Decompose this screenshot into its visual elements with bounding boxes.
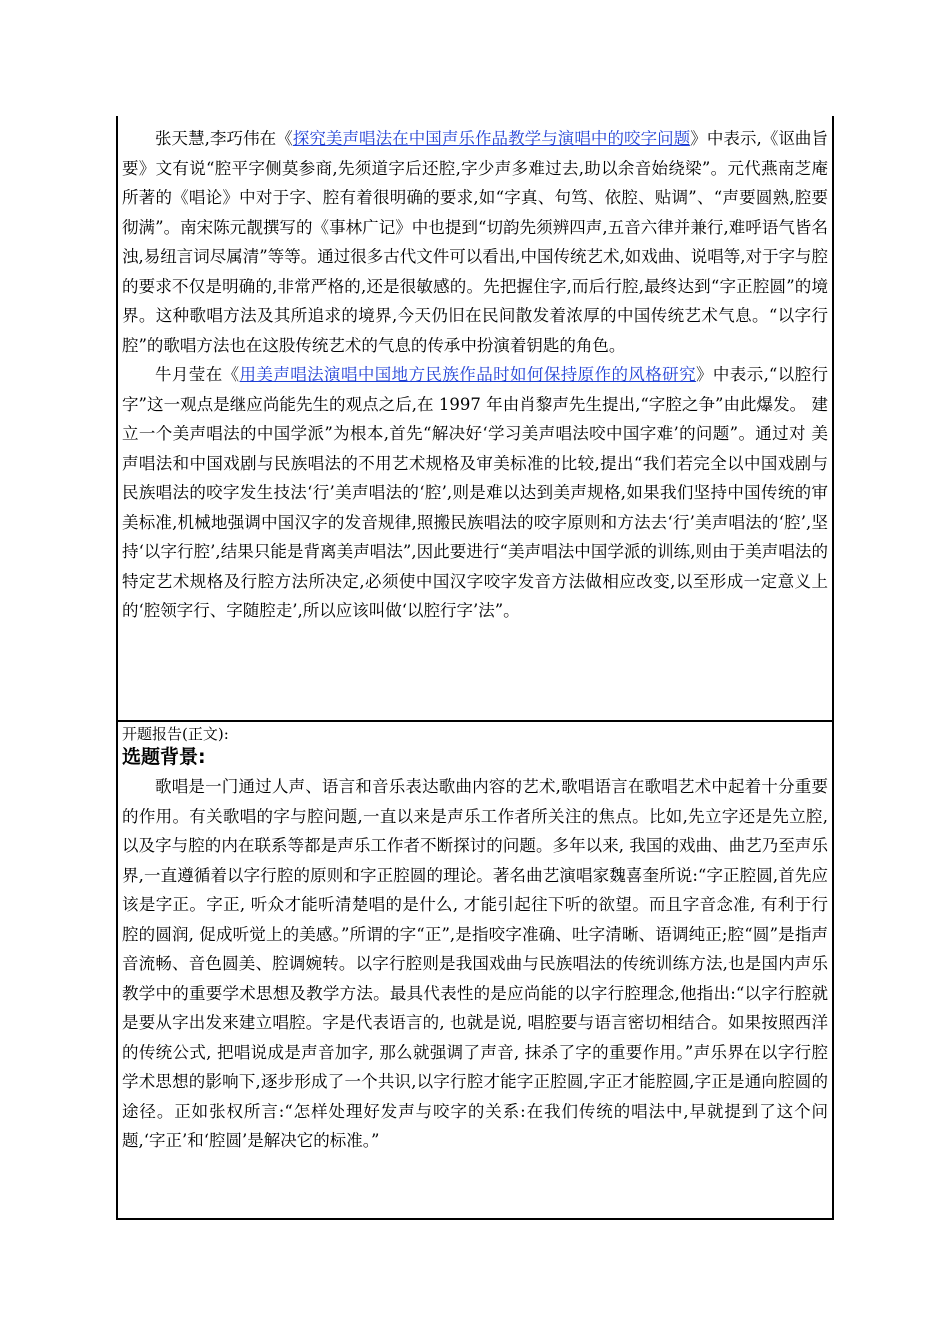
literature-review-cell — [118, 116, 832, 722]
p1-prefix: 张天慧,李巧伟在《 — [155, 129, 293, 148]
reference-link-2[interactable]: 用美声唱法演唱中国地方民族作品时如何保持原作的风格研究 — [239, 365, 696, 384]
p1-body: 》中表示,《讴曲旨要》文有说“腔平字侧莫参商,先须道字后还腔,字少声多难过去,助以余音始绕梁”。元代燕南芝庵所著的《唱论》中对于字、腔有着很明确的要求,如“字真、句笃、依腔、贴调”、“声要圆熟,腔要彻满”。南宋陈元靓撰写的《事林广记》中也提到“切韵先须辨四声,五音六律并兼行,难呼语气皆名浊,易纽言词尽属清”等等。通过很多古代文件可以看出,中国传统艺术,如戏曲、说唱等,对于字与腔的要求不仅是明确的,非常严格的,还是很敏感的。先把握住字,而后行腔,最终达到“字正腔圆”的境界。这种歌唱方法及其所追求的境界,今天仍旧在民间散发着浓厚的中国传统艺术气息。“以字行腔”的歌唱方法也在这股传统艺术的气息的传承中扮演着钥匙的角色。 — [122, 129, 828, 355]
p2-prefix: 牛月莹在《 — [155, 365, 240, 384]
literature-paragraph-2 — [122, 360, 828, 626]
report-label: 开题报告(正文): — [122, 725, 229, 743]
section-heading-background: 选题背景: — [122, 746, 206, 768]
p2-body: 》中表示,“以腔行字”这一观点是继应尚能先生的观点之后,在 1997 年由肖黎声先生提出,“字腔之争”由此爆发。 建立一个美声唱法的中国学派”为根本,首先“解决好‘学习美声唱法咬中国字难’的问题”。通过对 美声唱法和中国戏剧与民族唱法的不用艺术规格及审美标准的比较,提出“我们若完全以中国戏剧与民族唱法的咬字发生技法‘行’美声唱法的‘腔’,则是难以达到美声规格,如果我们坚持中国传统的审美标准,机械地强调中国汉字的发音规律,照搬民族唱法的咬字原则和方法去‘行’美声唱法的‘腔’,坚持‘以字行腔’,结果只能是背离美声唱法”,因此要进行“美声唱法中国学派的训练,则由于美声唱法的特定艺术规格及行腔方法所决定,必须使中国汉字咬字发音方法做相应改变,以至形成一定意义上的‘腔领字行、字随腔走’,所以应该叫做‘以腔行字’法”。 — [122, 365, 829, 620]
literature-paragraph-1 — [122, 124, 828, 360]
report-body-cell — [118, 722, 832, 1218]
reference-link-1[interactable]: 探究美声唱法在中国声乐作品教学与演唱中的咬字问题 — [292, 129, 691, 148]
document-table — [116, 116, 834, 1220]
background-paragraph: 歌唱是一门通过人声、语言和音乐表达歌曲内容的艺术,歌唱语言在歌唱艺术中起着十分重要的作用。有关歌唱的字与腔问题,一直以来是声乐工作者所关注的焦点。比如,先立字还是先立腔,以及字与腔的内在联系等都是声乐工作者不断探讨的问题。多年以来, 我国的戏曲、曲艺乃至声乐界,一直遵循着以字行腔的原则和字正腔圆的理论。著名曲艺演唱家魏喜奎所说:“字正腔圆,首先应该是字正。字正, 听众才能听清楚唱的是什么, 才能引起往下听的欲望。而且字音念准, 有利于行腔的圆润, 促成听觉上的美感。”所谓的字“正”,是指咬字准确、吐字清晰、语调纯正;腔“圆”是指声音流畅、音色圆美、腔调婉转。以字行腔则是我国戏曲与民族唱法的传统训练方法,也是国内声乐教学中的重要学术思想及教学方法。最具代表性的是应尚能的以字行腔理念,他指出:“以字行腔就是要从字出发来建立唱腔。字是代表语言的, 也就是说, 唱腔要与语言密切相结合。如果按照西洋的传统公式, 把唱说成是声音加字, 那么就强调了声音, 抹杀了字的重要作用。”声乐界在以字行腔学术思想的影响下,逐步形成了一个共识,以字行腔才能字正腔圆,字正才能腔圆,字正是通向腔圆的途径。正如张权所言:“怎样处理好发声与咬字的关系:在我们传统的唱法中,早就提到了这个问题,‘字正’和‘腔圆’是解决它的标准。” — [122, 777, 828, 1150]
